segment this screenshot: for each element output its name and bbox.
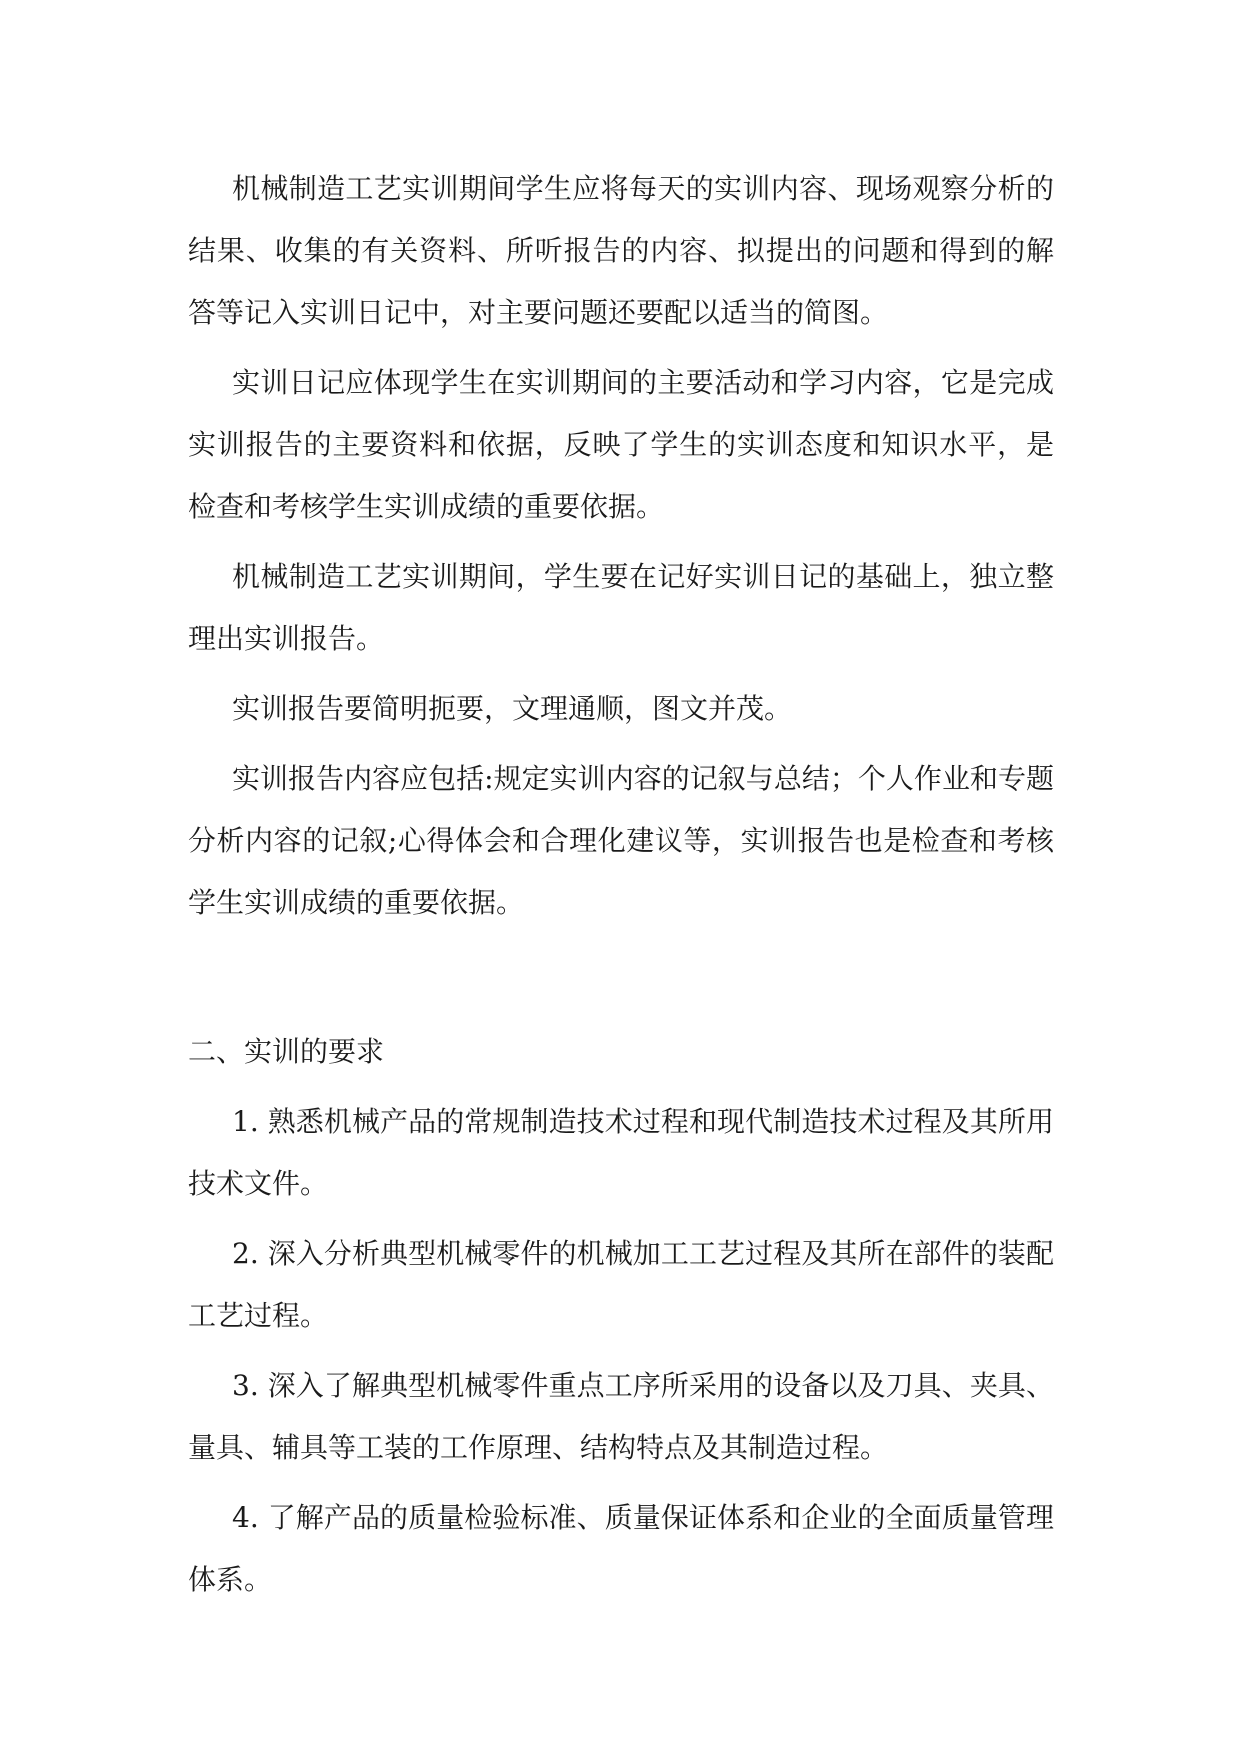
section-heading: 二、实训的要求 — [188, 1035, 385, 1068]
paragraph-daily-records: 机械制造工艺实训期间学生应将每天的实训内容、现场观察分析的结果、收集的有关资料、所听报告的内容、拟提出的问题和得到的解答等记入实训日记中，对主要问题还要配以适当的简图。 — [188, 172, 1054, 329]
requirement-item: 3. 深入了解典型机械零件重点工序所采用的设备以及刀具、夹具、量具、辅具等工装的工作原理、结构特点及其制造过程。 — [188, 1369, 1054, 1464]
paragraph-training-diary: 实训日记应体现学生在实训期间的主要活动和学习内容，它是完成实训报告的主要资料和依据，反映了学生的实训态度和知识水平，是检查和考核学生实训成绩的重要依据。 — [188, 366, 1054, 523]
requirement-item: 2. 深入分析典型机械零件的机械加工工艺过程及其所在部件的装配工艺过程。 — [188, 1237, 1054, 1332]
paragraph-independent-report: 机械制造工艺实训期间，学生要在记好实训日记的基础上，独立整理出实训报告。 — [188, 560, 1054, 655]
paragraph-report-content: 实训报告内容应包括:规定实训内容的记叙与总结；个人作业和专题分析内容的记叙;心得体会和合理化建议等，实训报告也是检查和考核学生实训成绩的重要依据。 — [188, 762, 1054, 919]
requirement-item: 4. 了解产品的质量检验标准、质量保证体系和企业的全面质量管理体系。 — [188, 1501, 1054, 1596]
document-body — [188, 158, 1054, 1619]
requirement-item: 1. 熟悉机械产品的常规制造技术过程和现代制造技术过程及其所用技术文件。 — [188, 1105, 1054, 1200]
paragraph-report-style: 实训报告要简明扼要，文理通顺，图文并茂。 — [232, 692, 793, 725]
